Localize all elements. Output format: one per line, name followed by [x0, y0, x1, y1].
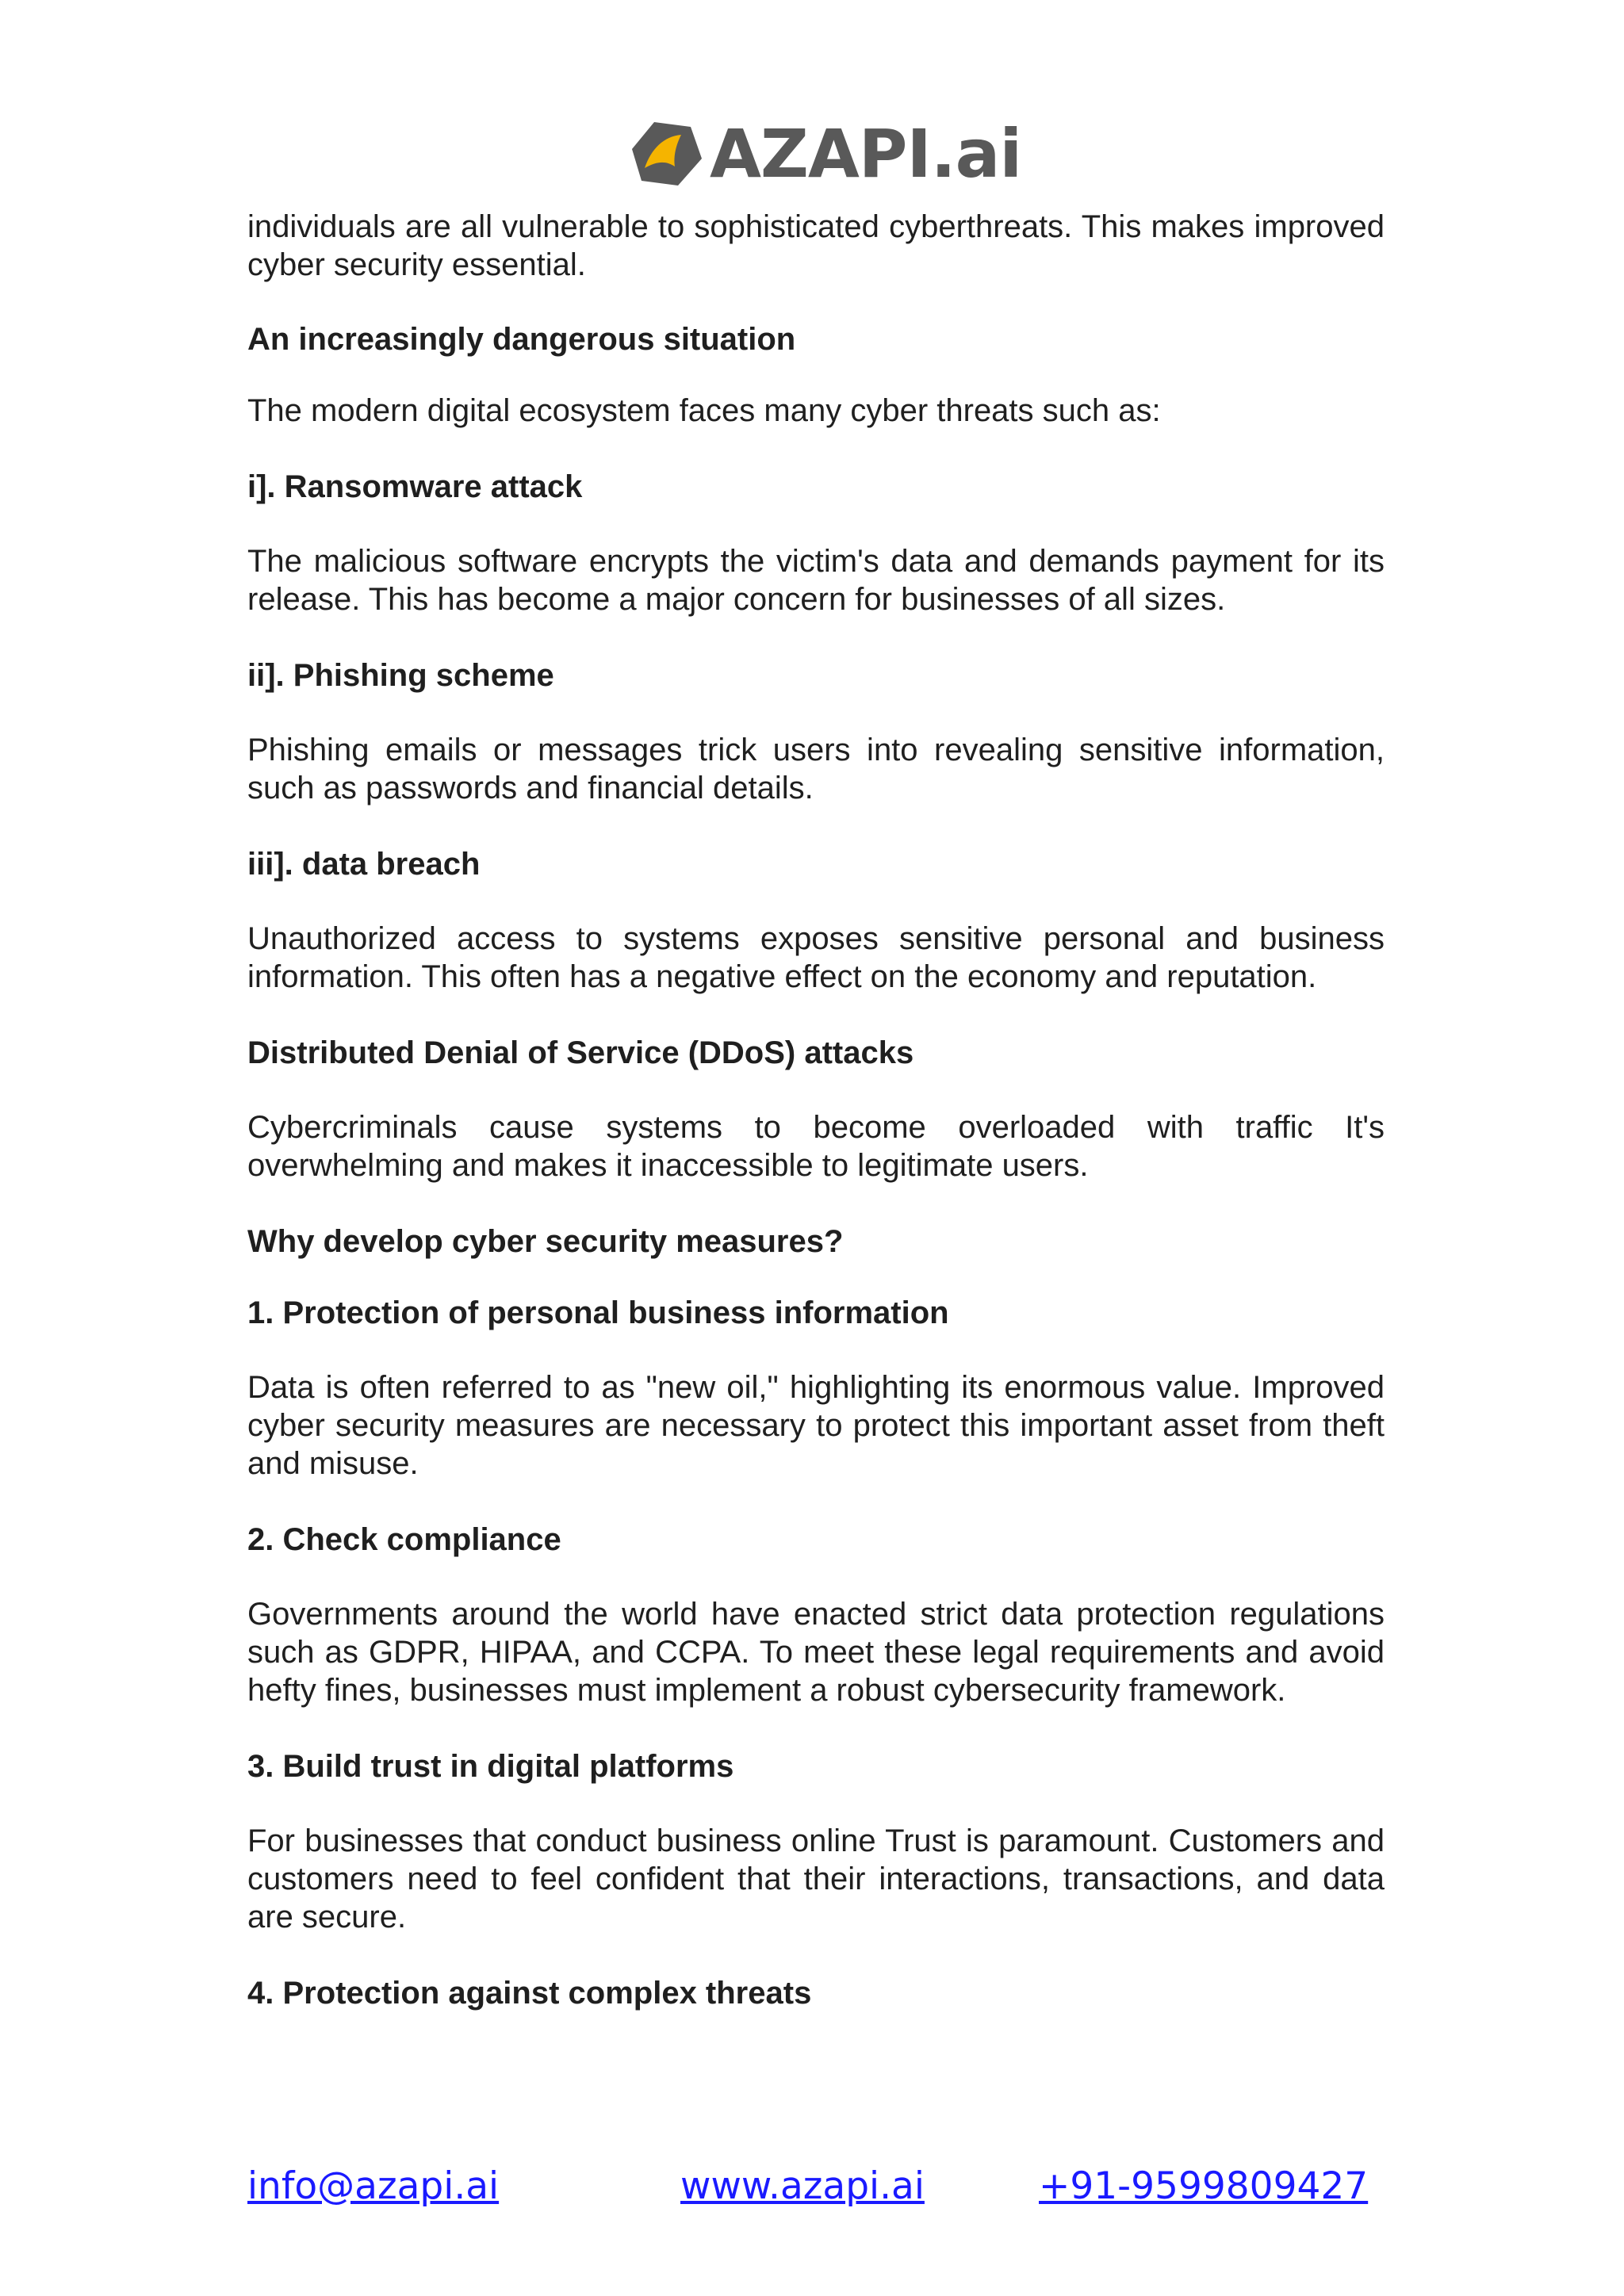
section-heading: An increasingly dangerous situation [247, 322, 796, 357]
paragraph: Phishing emails or messages trick users into revealing sensitive information, such as passwords and financial details. [247, 733, 1385, 806]
section-heading: 2. Check compliance [247, 1522, 561, 1557]
phone-link[interactable]: +91-9599809427 [1039, 2164, 1369, 2208]
azapi-hexagon-icon [630, 119, 703, 189]
section-heading: ii]. Phishing scheme [247, 658, 554, 693]
email-link[interactable]: info@azapi.ai [247, 2164, 500, 2208]
section-heading: 3. Build trust in digital platforms [247, 1749, 734, 1784]
section-heading: 4. Protection against complex threats [247, 1976, 812, 2011]
paragraph: individuals are all vulnerable to sophisticated cyberthreats. This makes improved cyber security essential. [247, 209, 1385, 282]
section-heading: Why develop cyber security measures? [247, 1224, 844, 1259]
logo-text: AZAPI.ai [710, 115, 1022, 193]
document-body [247, 208, 1385, 2012]
paragraph: Data is often referred to as "new oil," highlighting its enormous value. Improved cyber security measures are necessary to protect this important asset from theft and misuse. [247, 1370, 1385, 1481]
paragraph: The modern digital ecosystem faces many cyber threats such as: [247, 393, 1161, 428]
paragraph: For businesses that conduct business online Trust is paramount. Customers and customers need to feel confident that their interactions, transactions, and data are secure. [247, 1823, 1385, 1934]
paragraph: Cybercriminals cause systems to become overloaded with traffic It's overwhelming and makes it inaccessible to legitimate users. [247, 1110, 1385, 1183]
azapi-logo [630, 115, 1022, 193]
section-heading: i]. Ransomware attack [247, 469, 583, 504]
section-heading: Distributed Denial of Service (DDoS) attacks [247, 1035, 914, 1070]
paragraph: The malicious software encrypts the victim's data and demands payment for its release. This has become a major concern for businesses of all sizes. [247, 544, 1385, 617]
footer-contacts [0, 2163, 1624, 2210]
website-link[interactable]: www.azapi.ai [680, 2164, 925, 2208]
paragraph: Governments around the world have enacted strict data protection regulations such as GDPR, HIPAA, and CCPA. To meet these legal requirements and avoid hefty fines, businesses must implement a robust cybersecurity framework. [247, 1597, 1385, 1708]
section-heading: iii]. data breach [247, 847, 481, 882]
section-heading: 1. Protection of personal business information [247, 1295, 949, 1330]
paragraph: Unauthorized access to systems exposes sensitive personal and business information. This often has a negative effect on the economy and reputation. [247, 921, 1385, 994]
